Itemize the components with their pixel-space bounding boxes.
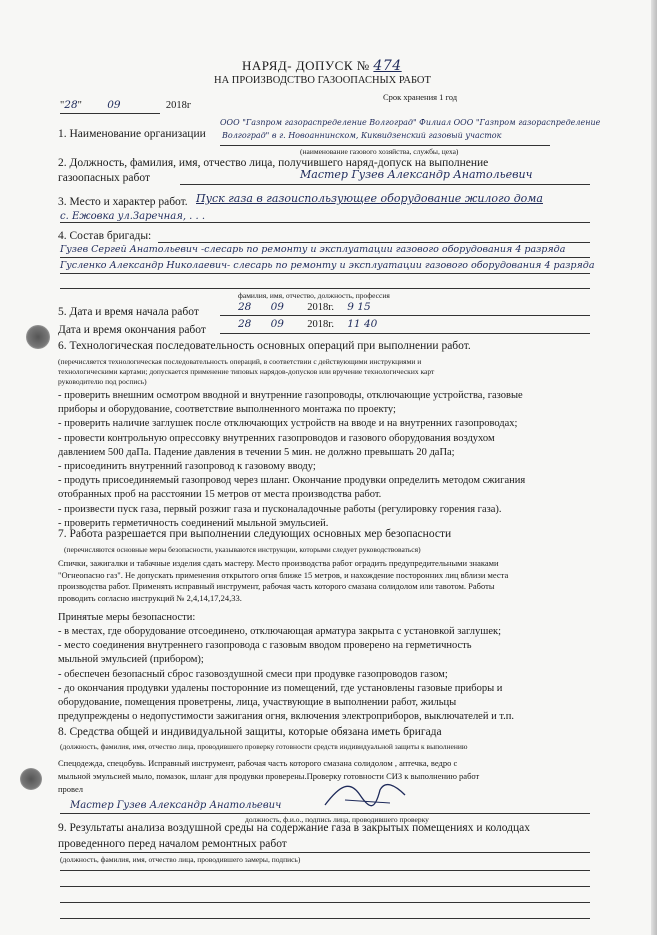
s7-accepted-item: - место соединения внутреннего газопровода с газовым вводом проверено на герметичность	[58, 640, 472, 652]
s5-end-label: Дата и время окончания работ	[58, 324, 206, 336]
page-edge-shadow	[651, 0, 657, 935]
s9-line2: проведенного перед началом ремонтных работ	[58, 838, 287, 850]
end-day: 28	[238, 318, 252, 330]
s3-value-line2: с. Ежовка ул.Заречная, . . .	[60, 211, 206, 222]
s8-text-line: Спецодежда, спецобувь. Исправный инструмент, рабочая часть которого смазана солидолом , аптечка, ведро с	[58, 758, 458, 768]
s8-text-line: мыльной эмульсией мыло, помазок, шланг для продувки проверены.Проверку готовности СИЗ к выполнению работ	[58, 771, 480, 781]
s4-label: 4. Состав бригады:	[58, 230, 152, 242]
issue-date: "28" 09 2018г	[60, 99, 192, 111]
s6-item: - продуть присоединяемый газопровод через шланг. Окончание продувки определить методом сжигания	[58, 475, 526, 487]
s4-member2: Гусленко Александр Николаевич- слесарь по ремонту и эксплуатации газового оборудования 4 разряда	[60, 260, 595, 271]
start-year: 2018г.	[307, 302, 334, 313]
s4-caption: фамилия, имя, отчество, должность, профессия	[238, 291, 390, 300]
s1-label: 1. Наименование организации	[58, 128, 206, 140]
issue-date-year: 2018г	[165, 100, 192, 111]
s7-heading: 7. Работа разрешается при выполнении следующих основных мер безопасности	[58, 528, 452, 540]
document-title	[242, 58, 402, 74]
storage-period: Срок хранения 1 год	[383, 92, 458, 102]
signature	[320, 775, 410, 815]
s2-label-line1: 2. Должность, фамилия, имя, отчество лица, получившего наряд-допуск на выполнение	[58, 157, 489, 169]
s7-text-line: проводить согласно инструкций № 2,4,14,17,24,33.	[58, 592, 242, 603]
punch-hole-top	[26, 325, 50, 349]
s1-value-line1: ООО "Газпром газораспределение Волгоград" Филиал ООО "Газпром газораспределение	[220, 118, 601, 127]
s2-label-line2: газоопасных работ	[58, 172, 150, 184]
s6-item: - проверить герметичность соединений мыльной эмульсией.	[58, 517, 329, 529]
s6-item: - проверить наличие заглушек после отключающих устройств на вводе и на внутренних газопроводах;	[58, 418, 518, 430]
s7-accepted-label: Принятые меры безопасности:	[58, 612, 196, 623]
s6-item: отобранных проб на расстоянии 15 метров от места производства работ.	[58, 489, 382, 501]
s3-value-line1: Пуск газа в газоиспользующее оборудование жилого дома	[196, 192, 543, 205]
s6-item: давлением 500 даПа. Падение давления в течении 5 мин. не должно превышать 20 даПа;	[58, 446, 455, 458]
s6-item: - проверить внешним осмотром вводной и внутренние газопроводы, отключающие устройства, газовые	[58, 390, 523, 401]
s8-note: (должность, фамилия, имя, отчество лица, проводившего проверку готовности средств индивидуальной защиты к выполнению	[60, 742, 468, 751]
start-day: 28	[238, 301, 252, 313]
s7-accepted-item: оборудование, помещения проветрены, лица, участвующие в выполнении работ, жильцы	[58, 697, 457, 708]
s6-item: - присоединить внутренний газопровод к газовому вводу;	[58, 461, 316, 472]
end-time: 11 40	[347, 318, 378, 330]
s4-member1: Гузев Сергей Анатольевич -слесарь по ремонту и эксплуатации газового оборудования 4 разряда	[60, 244, 566, 255]
s8-text-line: провел	[58, 784, 84, 794]
s7-accepted-item: - в местах, где оборудование отсоединено, отключающая арматура закрыта с установкой заглушек;	[58, 626, 502, 637]
issue-date-day: 28	[64, 99, 78, 111]
s7-accepted-item: - обеспечен безопасный сброс газовоздушной смеси при продувке газопроводов газом;	[58, 668, 448, 680]
end-month: 09	[270, 318, 284, 330]
issue-date-month: 09	[107, 99, 121, 111]
s3-label: 3. Место и характер работ.	[58, 196, 188, 208]
s7-text-line: Спички, зажигалки и табачные изделия сдать мастеру. Место производства работ оградить предупредительными знаками	[58, 558, 499, 568]
title-text: НАРЯД- ДОПУСК №	[242, 58, 370, 73]
s6-note-line3: руководителю под роспись)	[58, 377, 147, 386]
s6-item: - произвести пуск газа, первый розжиг газа и пусконаладочные работы (регулировку горения газа).	[58, 503, 502, 515]
s1-value-line2: Волгоград" в г. Новоаннинском, Киквидзенский газовый участок	[222, 131, 502, 140]
s9-heading: 9. Результаты анализа воздушной среды на содержание газа в закрытых помещениях и колодцах	[58, 822, 530, 834]
s7-accepted-item: мыльной эмульсией (прибором);	[58, 654, 204, 666]
s7-note: (перечисляются основные меры безопасности, указываются инструкции, которыми следует руководствоваться)	[64, 545, 421, 554]
s6-heading: 6. Технологическая последовательность основных операций при выполнении работ.	[58, 340, 471, 352]
s7-accepted-item: предупреждены о недопустимости зажигания огня, включения электроприборов, выключателей и т.п.	[58, 711, 514, 723]
start-time: 9 15	[347, 301, 371, 313]
s5-start-label: 5. Дата и время начала работ	[58, 306, 199, 318]
document-number: 474	[373, 58, 402, 74]
s8-heading: 8. Средства общей и индивидуальной защиты, которые обязана иметь бригада	[58, 726, 442, 738]
s5-end-value	[238, 318, 377, 330]
s8-signer: Мастер Гузев Александр Анатольевич	[70, 800, 282, 811]
s5-start-value	[238, 301, 371, 313]
start-month: 09	[270, 301, 284, 313]
s6-item: - провести контрольную опрессовку внутренних газопроводов и газового оборудования воздухом	[58, 432, 495, 444]
s6-note-line1: (перечисляется технологическая последовательность операций, в соответствии с действующими инструкциями и	[58, 357, 422, 366]
s6-item: приборы и оборудование, соответствие выполненного монтажа по проекту;	[58, 404, 396, 416]
s7-accepted-item: - до окончания продувки удалены посторонние из помещений, где установлены газовые приборы и	[58, 682, 503, 694]
s7-text-line: "Огнеопасно газ". Не допускать применения открытого огня ближе 15 метров, и нахождение посторонних лиц вблизи места	[58, 569, 509, 580]
s8-caption: должность, ф.и.о., подпись лица, проводившего проверку	[245, 815, 429, 824]
s9-note: (должность, фамилия, имя, отчество лица, проводившего замеры, подпись)	[60, 855, 301, 864]
s2-value: Мастер Гузев Александр Анатольевич	[300, 168, 533, 181]
end-year: 2018г.	[307, 319, 334, 330]
s1-caption: (наименование газового хозяйства, службы, цеха)	[300, 147, 459, 156]
s7-text-line: производства работ. Применять исправный инструмент, рабочая часть которого смазана солидолом или тавотом. Работы	[58, 581, 495, 591]
punch-hole-bottom	[20, 768, 42, 790]
document-subtitle: НА ПРОИЗВОДСТВО ГАЗООПАСНЫХ РАБОТ	[214, 75, 431, 86]
s6-note-line2: технологическими картами; допускается применение типовых нарядов-допусков или вручение технологических карт	[58, 367, 435, 376]
